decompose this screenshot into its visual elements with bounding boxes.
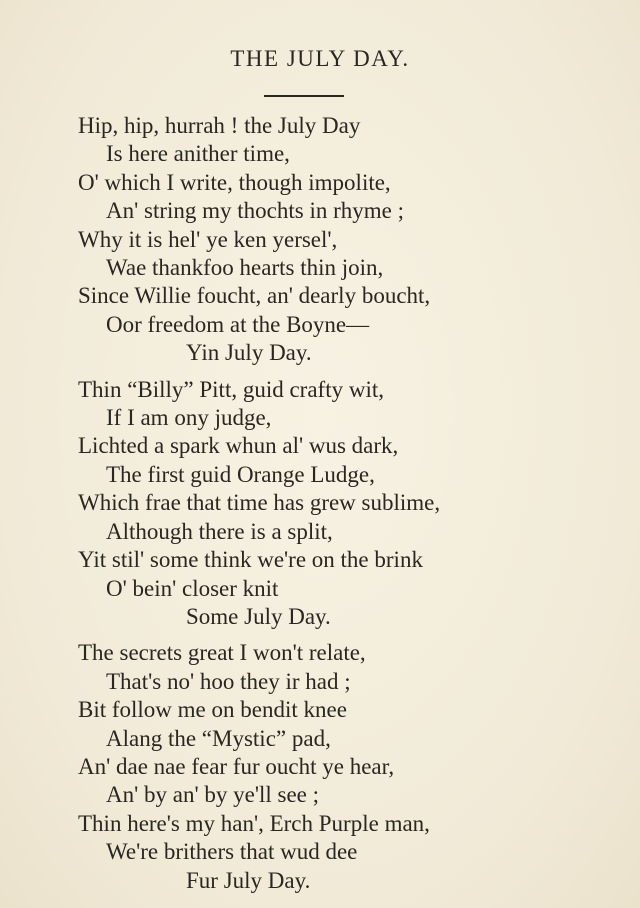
poem-line: Is here anither time, bbox=[106, 141, 290, 167]
poem-line: That's no' hoo they ir had ; bbox=[106, 668, 351, 694]
poem-line: Yit stil' some think we're on the brink bbox=[78, 547, 423, 573]
poem-line: O' which I write, though impolite, bbox=[78, 169, 391, 195]
poem-line: If I am ony judge, bbox=[106, 405, 272, 431]
poem-line: Thin here's my han', Erch Purple man, bbox=[78, 810, 430, 836]
poem-title: THE JULY DAY. bbox=[230, 46, 410, 71]
stanza-1 bbox=[0, 112, 640, 368]
poem-line: An' by an' by ye'll see ; bbox=[106, 782, 319, 808]
poem-line: An' string my thochts in rhyme ; bbox=[106, 198, 405, 224]
poem-line: Hip, hip, hurrah ! the July Day bbox=[78, 113, 361, 138]
poem-line: Although there is a split, bbox=[106, 518, 333, 544]
poem-line: Which frae that time has grew sublime, bbox=[78, 490, 441, 516]
poem-line: Thin “Billy” Pitt, guid crafty wit, bbox=[78, 376, 384, 402]
stanza-2 bbox=[0, 376, 640, 632]
poem-line: Bit follow me on bendit knee bbox=[78, 697, 347, 723]
poem-body bbox=[0, 112, 640, 903]
poem-line: An' dae nae fear fur oucht ye hear, bbox=[78, 753, 395, 779]
poem-line: Wae thankfoo hearts thin join, bbox=[106, 255, 384, 281]
stanza-refrain: Some July Day. bbox=[186, 603, 331, 629]
poem-line: We're brithers that wud dee bbox=[106, 839, 358, 865]
poem-line: Oor freedom at the Boyne— bbox=[106, 311, 370, 337]
poem-line: O' bein' closer knit bbox=[106, 575, 279, 601]
stanza-refrain: Fur July Day. bbox=[186, 867, 311, 893]
stanza-3 bbox=[0, 639, 640, 895]
poem-line: The secrets great I won't relate, bbox=[78, 640, 366, 666]
poem-line: Since Willie foucht, an' dearly boucht, bbox=[78, 283, 431, 309]
poem-line: Lichted a spark whun al' wus dark, bbox=[78, 433, 399, 459]
stanza-refrain: Yin July Day. bbox=[186, 340, 312, 366]
title-rule bbox=[264, 95, 344, 97]
poem-line: The first guid Orange Ludge, bbox=[106, 461, 375, 487]
poem-line: Why it is hel' ye ken yersel', bbox=[78, 226, 338, 252]
poem-line: Alang the “Mystic” pad, bbox=[106, 725, 331, 751]
